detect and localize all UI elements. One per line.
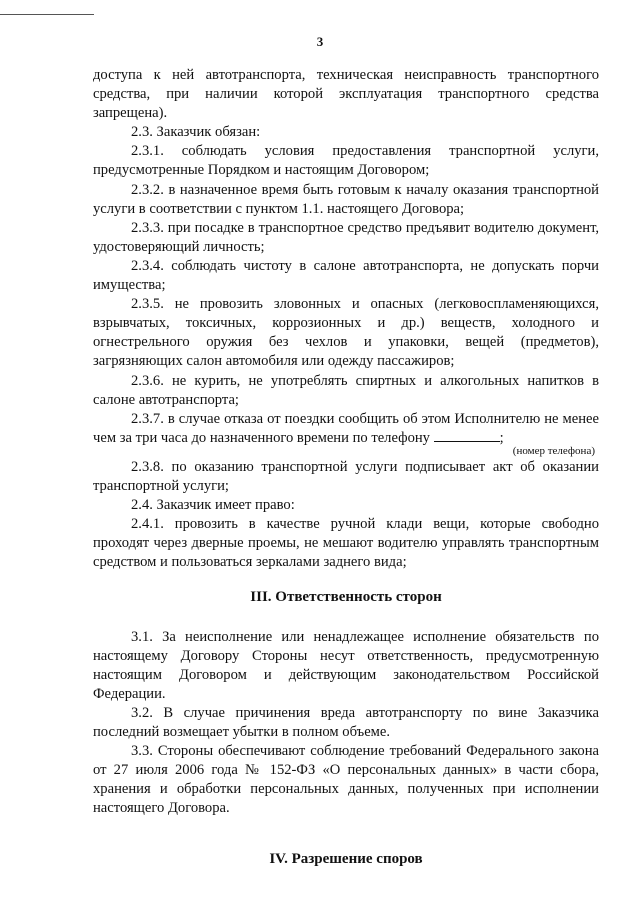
- clause-2-3-3: 2.3.3. при посадке в транспортное средство предъявит водителю документ, удостоверяющий личность;: [93, 219, 599, 255]
- phone-number-caption: (номер телефона): [512, 444, 595, 457]
- clause-2-3-1: 2.3.1. соблюдать условия предоставления транспортной услуги, предусмотренные Порядком и настоящим Договором;: [93, 143, 599, 179]
- clause-2-3-6: 2.3.6. не курить, не употреблять спиртных и алкогольных напитков в салоне автотранспорта;: [93, 372, 599, 408]
- clause-2-4-1: 2.4.1. провозить в качестве ручной клади вещи, которые свободно проходят через дверные проемы, не мешают водителю управлять транспортным средством и пользоваться зеркалами заднего вида;: [93, 516, 599, 571]
- spacer: [93, 608, 599, 628]
- document-body: [93, 66, 599, 870]
- section-4-heading: IV. Разрешение споров: [269, 851, 423, 868]
- clause-2-3-7: [93, 410, 599, 448]
- clause-3-2: 3.2. В случае причинения вреда автотранспорту по вине Заказчика последний возмещает убытки в полном объеме.: [93, 704, 599, 740]
- spacer: [93, 572, 599, 588]
- clause-2-3-7-text: 2.3.7. в случае отказа от поездки сообщить об этом Исполнителю не менее чем за три часа до назначенного времени по телефону: [93, 410, 599, 446]
- top-rule: [0, 14, 94, 15]
- clause-2-3: 2.3. Заказчик обязан:: [131, 124, 261, 141]
- clause-3-1: 3.1. За неисполнение или ненадлежащее исполнение обязательств по настоящему Договору Стороны несут ответственность, предусмотренную настоящим Договором и действующим законодательством Российской Федерации.: [93, 628, 599, 702]
- paragraph-continuation: доступа к ней автотранспорта, техническая неисправность транспортного средства, при наличии которой эксплуатация транспортного средства запрещена).: [93, 67, 599, 122]
- clause-2-3-5: 2.3.5. не провозить зловонных и опасных (легковоспламеняющихся, взрывчатых, токсичных, коррозионных и др.) веществ, холодного и огнестрельного оружия без чехлов и упаковки, вещей (предметов), загрязняющих салон автомобиля или одежду пассажиров;: [93, 296, 599, 370]
- clause-2-3-7-end: ;: [499, 429, 504, 446]
- page-number: 3: [316, 34, 324, 49]
- clause-3-3: 3.3. Стороны обеспечивают соблюдение требований Федерального закона от 27 июля 2006 года № 152-ФЗ «О персональных данных» в части сбора, хранения и обработки персональных данных, полученных при исполнении настоящего Договора.: [93, 743, 599, 817]
- clause-2-3-4: 2.3.4. соблюдать чистоту в салоне автотранспорта, не допускать порчи имущества;: [93, 257, 599, 294]
- clause-2-3-2: 2.3.2. в назначенное время быть готовым к началу оказания транспортной услуги в соответствии с пунктом 1.1. настоящего Договора;: [93, 181, 599, 217]
- clause-2-4: 2.4. Заказчик имеет право:: [131, 497, 295, 514]
- phone-number-blank: [434, 429, 500, 442]
- spacer: [93, 818, 599, 850]
- clause-2-3-8: 2.3.8. по оказанию транспортной услуги подписывает акт об оказании транспортной услуги;: [93, 458, 599, 494]
- section-3-heading: III. Ответственность сторон: [250, 589, 442, 606]
